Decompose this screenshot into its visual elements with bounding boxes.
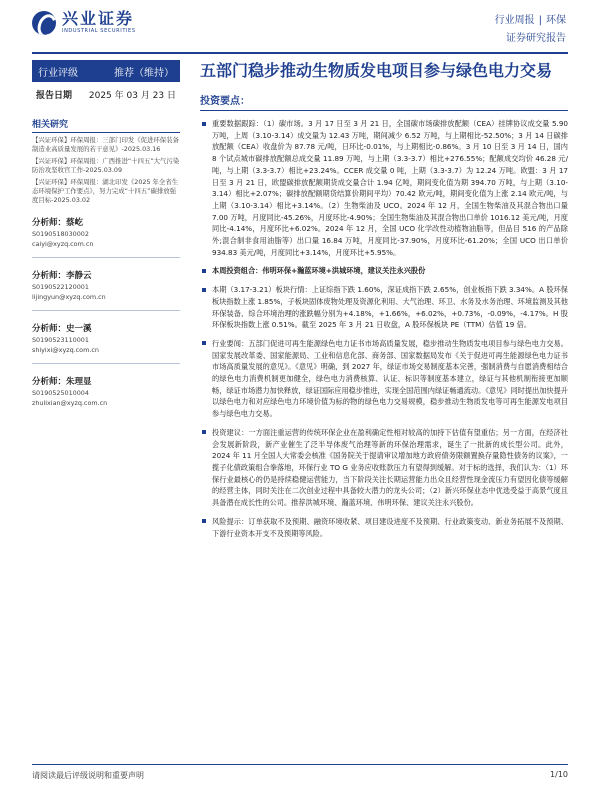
- rating-value: 推荐（维持）: [114, 67, 174, 79]
- footer-divider: [32, 764, 568, 765]
- related-research-item[interactable]: 【兴证环保】环保周报：三部门印发《促进环保装备制造业高质量发展的若干意见》-2025.03.16: [32, 136, 179, 153]
- date-label: 报告日期: [36, 91, 73, 101]
- report-category: 行业周报: [494, 15, 535, 26]
- logo-emblem-icon: [32, 11, 56, 35]
- analyst-card: [32, 217, 180, 258]
- sidebar: [32, 60, 180, 408]
- analyst-name: 分析师：蔡屹: [32, 218, 84, 228]
- report-sector: 环保: [546, 15, 566, 26]
- footer-disclaimer[interactable]: 请阅读最后评级说明和重要声明: [32, 771, 144, 780]
- bullet-portfolio: 本周投资组合：伟明环保+瀚蓝环境+洪城环境，建议关注永兴股份: [200, 265, 568, 277]
- date-value: 2025 年 03 月 23 日: [88, 91, 176, 101]
- report-type: 证券研究报告: [506, 33, 566, 44]
- analyst-id: S0190518030002: [32, 230, 89, 238]
- analyst-email[interactable]: zhulixian@xyzq.com.cn: [32, 399, 108, 407]
- bullet-data-tracking: 重要数据跟踪：（1）碳市场。3 月 17 日至 3 月 21 日，全国碳市场碳排放配额（CEA）挂牌协议成交量 5.90 万吨，上周（3.10-3.14）成交量为 12.43 万吨，期间减少 6.52 万吨，与上期相比-52.50%；3 月 14 日碳排放配额（CEA）收盘价为 87.78 元/吨，日环比-0.01%，与上期相比-0.86%。3 月 10 日至 3 月 14 日，国内 8 个试点城市碳排放配额总成交量 11.89 万吨，与上期（3.3-3.7）相比+276.55%；配额成交均价 46.28 元/吨，与上期（3.3-3.7）相比+23.24%。CCER 成交量 0 吨，上期（3.3-3.7）为 12.24 万吨。欧盟：3 月 17 日至 3 月 21 日，欧盟碳排放配额期货成交量合计 1.94 亿吨，期间变化值为期 394.70 万吨，与上期（3.10-3.14）相比+2.07%；碳排放配额期货结算价期间平均）70.42 欧元/吨，期间变化值为上涨 2.14 欧元/吨，与上期（3.10-3.14）相比+3.14%。（2）生物柴油及 UCO。2024 年 12 月，全国生物柴油及其混合物出口量 7.00 万吨，月度同比-45.26%，月度环比-4.90%；全国生物柴油及其混合物出口单价 1016.12 美元/吨，月度同比-4.14%，月度环比+6.02%。2024 年 12 月，全国 UCO 化学改性动植物油脂等，但品目 516 的产品除外;混合制非食用油脂等）出口量 16.84 万吨，月度同比-37.90%，月度环比-61.20%；全国 UCO 出口单价 934.83 美元/吨，月度同比+3.14%，月度环比+5.95%。: [200, 118, 568, 258]
- header-divider: [32, 52, 568, 54]
- main-content: [200, 60, 568, 539]
- bullet-news: 行业要闻：五部门促进可再生能源绿色电力证书市场高质量发展，稳步推动生物质发电项目参与绿色电力交易。国家发展改革委、国家能源局、工业和信息化部、商务部、国家数据局发布《关于促进可再生能源绿色电力证书市场高质量发展的意见》。《意见》明确，到 2027 年，绿证市场交易制度基本完善，强制消费与自愿消费相结合的绿色电力消费机制更加健全，绿色电力消费核算、认证、标识等制度基本建立，绿证与其他机制衔接更加顺畅，绿证市场潜力加快释放，绿证国际应用稳步推进，实现全国范围内绿证畅通流动。《意见》同时提出加快提升以绿色电力和对应绿色电力环境价值为标的物的绿色电力交易规模，稳步推动生物质发电等可再生能源发电项目参与绿色电力交易。: [200, 338, 568, 420]
- related-research-item[interactable]: 【兴证环保】环保周报：广西推进“十四五”大气污染防治攻坚收官工作-2025.03.09: [32, 157, 180, 174]
- report-date-row: [32, 82, 180, 101]
- company-logo: [32, 10, 136, 35]
- logo-name: 兴业证券: [62, 9, 135, 28]
- rating-label: 行业评级: [38, 67, 78, 79]
- rating-bar: [32, 60, 180, 82]
- page-number: 1/10: [550, 770, 568, 779]
- section-title: 投资要点：: [200, 92, 568, 111]
- page-header: [0, 0, 600, 52]
- analyst-id: S0190523110001: [32, 336, 89, 344]
- bullet-risk: 风险提示：订单获取不及预期、融资环境收紧、项目建设进度不及预期、行业政策变动、新业务拓展不及预期、下游行业资本开支不及预期等风险。: [200, 516, 568, 539]
- analyst-card: [32, 376, 180, 408]
- report-meta: 行业周报 | 环保 证券研究报告: [495, 12, 566, 48]
- analyst-email[interactable]: caiyi@xyzq.com.cn: [32, 240, 94, 248]
- logo-english-name: INDUSTRIAL SECURITIES: [62, 28, 136, 34]
- analyst-card: [32, 323, 180, 364]
- analyst-email[interactable]: shiyixi@xyzq.com.cn: [32, 346, 99, 354]
- related-research-title: 相关研究: [32, 117, 180, 133]
- bullet-market: 本期（3.17-3.21）板块行情：上证综指下跌 1.60%，深证成指下跌 2.65%，创业板指下跌 3.34%。A 股环保板块指数上涨 1.85%，子板块固体废物处理及资源化利用、大气治理、环卫、水务及水务治理、环境监测及其他环保装备、综合环境治理的涨跌幅分别为+4.18%，+1.66%，+6.02%，+0.73%，-0.09%，-4.17%。H 股环保板块指数上涨 0.51%。截至 2025 年 3 月 21 日收盘，A 股环保板块 PE（TTM）估值 19 倍。: [200, 284, 568, 331]
- related-research-item[interactable]: 【兴证环保】环保周报：湖北印发《2025 年全省生态环境保护工作要点》，努力完成“十四五”碳排放强度目标-2025.03.02: [32, 178, 179, 204]
- analyst-email[interactable]: lijingyun@xyzq.com.cn: [32, 293, 106, 301]
- analyst-id: S0190525010004: [32, 389, 89, 397]
- analyst-name: 分析师：史一溪: [32, 324, 92, 334]
- page-title: 五部门稳步推动生物质发电项目参与绿色电力交易: [200, 61, 553, 80]
- bullet-advice: 投资建议：一方面注重运营的传统环保企业在盈利确定性相对较高的加持下估值有望重估；另一方面，在经济社会发展新阶段，新产业催生了泛半导体废气治理等新的环保治理需求，诞生了一批新的成长型公司。此外，2024 年 11 月全国人大常委会核准《国务院关于提请审议增加地方政府债务限额置换存量隐性债务的议案》，一揽子化债政策组合拳落地，环保行业 TO G 业务应收账款压力有望得到缓解。对于标的选择，我们认为：（1）环保行业最核心的仍是持续稳健运营能力，当下阶段关注长期运营能力出众且经营性现金流压力有望因化债等缓解的经营主体，同时关注在二次创业过程中具备较大潜力的龙头公司；（2）新兴环保业态中优选受益于高景气度且具备潜在成长性的公司。推荐洪城环境、瀚蓝环境、伟明环保、建议关注永兴股份。: [200, 427, 568, 509]
- analyst-name: 分析师：李静云: [32, 271, 92, 281]
- analyst-name: 分析师：朱理显: [32, 377, 92, 387]
- analyst-card: [32, 270, 180, 311]
- analyst-id: S0190522120001: [32, 283, 89, 291]
